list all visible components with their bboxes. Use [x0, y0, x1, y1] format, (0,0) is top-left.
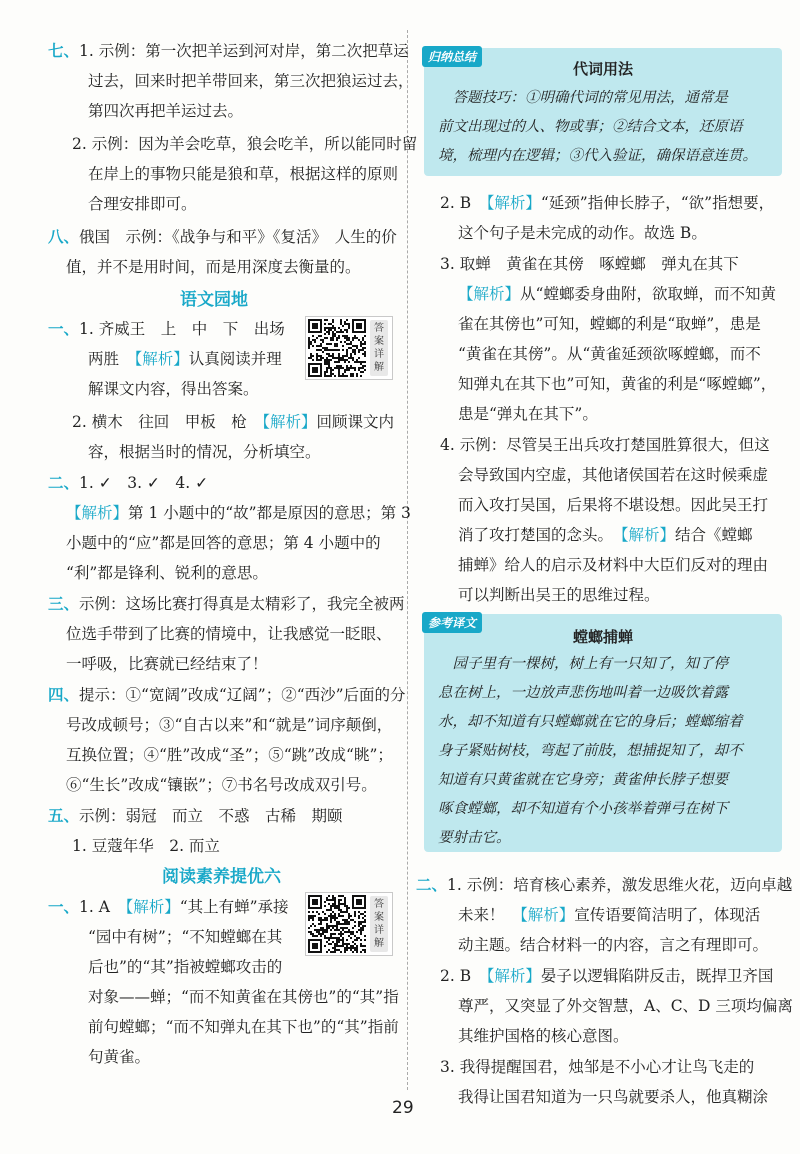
answer-text: “延颈”指伸长脖子，“欲”指想要， [540, 194, 775, 212]
analysis-tag: 【解析】 [486, 194, 541, 212]
answer-line [458, 222, 707, 244]
summary-line: 答题技巧：①明确代词的常见用法，通常是 [438, 90, 728, 106]
answer-text: 其维护国格的核心意图。 [458, 1027, 629, 1045]
answer-line [66, 774, 377, 796]
answer-line [72, 133, 417, 155]
analysis-tag: 【解析】 [134, 350, 189, 368]
answer-text: 1. A [79, 898, 126, 916]
answer-line [88, 956, 282, 978]
qr-code-icon [308, 895, 366, 953]
answer-line [458, 995, 793, 1017]
answer-text: 捕蝉》给人的启示及材料中大臣们反对的理由 [458, 556, 769, 574]
answer-text: 而入攻打吴国，后果将不堪设想。因此吴王打 [458, 496, 769, 514]
answer-line [88, 378, 259, 400]
answer-text: 消了攻打楚国的念头。 [458, 526, 621, 544]
answer-text: 2. 横木 往回 甲板 枪 [72, 413, 263, 431]
answer-line [48, 805, 343, 827]
answer-text: 对象——蝉；“而不知黄雀在其傍也”的“其”指 [88, 988, 399, 1006]
answer-line [66, 502, 411, 524]
answer-text: 小题中的“应”都是回答的意思；第 4 小题中的 [66, 534, 381, 552]
answer-text: 尊严，又突显了外交智慧，A、C、D 三项均偏离 [458, 997, 793, 1015]
answer-text: 在岸上的事物只能是狼和草，根据这样的原则 [88, 165, 399, 183]
answer-text: 1. 示例：第一次把羊运到河对岸，第二次把草运 [79, 42, 409, 60]
answer-line [458, 464, 768, 486]
answer-text: 1. 齐威王 上 中 下 出场 [79, 320, 285, 338]
answer-line [66, 532, 381, 554]
answer-line [72, 411, 394, 433]
translation-line: 啄食螳螂，却不知道有个小孩举着弹弓在树下 [438, 801, 728, 817]
answer-line [48, 318, 285, 340]
question-number: 三、 [48, 594, 80, 613]
answer-text: 示例：这场比赛打得真是太精彩了，我完全被两 [79, 595, 405, 613]
translation-box [424, 614, 782, 852]
answer-line [458, 283, 776, 305]
translation-line: 知道有只黄雀就在它身旁；黄雀伸长脖子想要 [438, 772, 728, 788]
qr-code-panel[interactable] [305, 892, 393, 956]
answer-text: 过去，回来时把羊带回来，第三次把狼运过去， [88, 72, 414, 90]
qr-label: 答案详解 [370, 896, 388, 952]
answer-text: 第 1 小题中的“故”都是原因的意思；第 3 [128, 504, 411, 522]
answer-line [48, 896, 289, 918]
answer-text: 合理安排即可。 [88, 195, 197, 213]
answer-text: “园中有树”；“不知螳螂在其 [88, 928, 283, 946]
answer-text: 互换位置；④“胜”改成“圣”；⑤“跳”改成“眺”； [66, 746, 393, 764]
answer-line [88, 163, 398, 185]
translation-line: 身子紧贴树枝，弯起了前肢，想捕捉知了，却不 [438, 743, 743, 759]
answer-text: 2. B [440, 967, 487, 985]
answer-line [416, 874, 792, 896]
answer-text: 3. 我得提醒国君，烛邹是不小心才让鸟飞走的 [440, 1058, 755, 1076]
answer-text: 第四次再把羊运过去。 [88, 102, 244, 120]
answer-text: 1. 豆蔻年华 2. 而立 [72, 837, 220, 855]
answer-line [88, 441, 321, 463]
answer-line [458, 494, 768, 516]
analysis-tag: 【解析】 [66, 504, 129, 522]
answer-line [66, 256, 361, 278]
answer-line [440, 253, 739, 275]
answer-text: 解课文内容，得出答案。 [88, 380, 259, 398]
question-number: 二、 [48, 473, 80, 492]
translation-line: 要射击它。 [438, 830, 511, 846]
translation-title: 螳螂捕蝉 [572, 628, 633, 646]
analysis-tag: 【解析】 [520, 906, 575, 924]
answer-text: 认真阅读并理 [188, 350, 282, 368]
answer-text: 4. 示例：尽管吴王出兵攻打楚国胜算很大，但这 [440, 436, 770, 454]
answer-text: “其上有蝉”承接 [179, 898, 289, 916]
answer-line [88, 986, 399, 1008]
answer-text: 3. 取蝉 黄雀在其傍 啄螳螂 弹丸在其下 [440, 255, 739, 273]
question-number: 二、 [416, 875, 448, 894]
answer-line [48, 472, 208, 494]
analysis-tag: 【解析】 [486, 967, 541, 985]
translation-line: 园子里有一棵树，树上有一只知了，知了停 [438, 656, 728, 672]
analysis-tag: 【解析】 [458, 285, 521, 303]
answer-line [88, 1016, 399, 1038]
summary-line: 境，梳理内在逻辑；③代入验证，确保语意连贯。 [438, 148, 757, 164]
answer-text: 这个句子是未完成的动作。故选 B。 [458, 224, 707, 242]
answer-text: ⑥“生长”改成“镶嵌”；⑦书名号改成双引号。 [66, 776, 377, 794]
translation-line: 息在树上，一边放声悲伤地叫着一边吸饮着露 [438, 685, 728, 701]
answer-text: 1. 示例：培育核心素养，激发思维火花，迈向卓越 [447, 876, 793, 894]
answer-line [88, 1046, 150, 1068]
answer-text: 号改成顿号；③“自古以来”和“就是”词序颠倒， [66, 716, 393, 734]
answer-text: 患是“弹丸在其下”。 [458, 405, 598, 423]
answer-line [88, 193, 197, 215]
summary-box [424, 48, 782, 176]
section-title: 语文园地 [180, 290, 248, 310]
answer-text: 宣传语要简洁明了，体现活 [574, 906, 761, 924]
answer-text: 结合《螳螂 [675, 526, 753, 544]
question-number: 七、 [48, 41, 80, 60]
answer-text: 晏子以逻辑陷阱反击，既捍卫齐国 [540, 967, 774, 985]
answer-text: 前句螳螂；“而不知弹丸在其下也”的“其”指前 [88, 1018, 399, 1036]
answer-line [66, 744, 393, 766]
summary-title: 代词用法 [572, 60, 633, 78]
answer-line [48, 684, 406, 706]
answer-text: “利”都是锋利、锐利的意思。 [66, 564, 268, 582]
question-number: 八、 [48, 227, 80, 246]
answer-line [88, 70, 414, 92]
translation-badge: 参考译文 [422, 612, 482, 633]
section-title: 阅读素养提优六 [162, 867, 281, 887]
answer-line [66, 562, 268, 584]
answer-line [88, 926, 282, 948]
answer-text: 示例：弱冠 而立 不惑 古稀 期颐 [79, 807, 343, 825]
answer-text: 值，并不是用时间，而是用深度去衡量的。 [66, 258, 361, 276]
question-number: 四、 [48, 685, 80, 704]
answer-line [458, 524, 753, 546]
answer-line [440, 1056, 754, 1078]
answer-text: 句黄雀。 [88, 1048, 151, 1066]
qr-label: 答案详解 [370, 320, 388, 376]
answer-text: 雀在其傍也”可知，螳螂的利是“取蝉”，患是 [458, 315, 761, 333]
question-number: 一、 [48, 897, 80, 916]
answer-line [66, 714, 392, 736]
answer-line [458, 554, 768, 576]
answer-line [458, 1025, 629, 1047]
answer-line [458, 403, 598, 425]
question-number: 五、 [48, 806, 80, 825]
qr-code-icon [308, 319, 366, 377]
answer-text: 1. ✓ 3. ✓ 4. ✓ [79, 474, 209, 492]
answer-text: 俄国 示例：《战争与和平》《复活》 人生的价 [79, 228, 397, 246]
answer-line [458, 373, 776, 395]
answer-line [48, 226, 397, 248]
answer-text: 位选手带到了比赛的情境中，让我感觉一眨眼、 [66, 625, 392, 643]
answer-text: 后也”的“其”指被螳螂攻击的 [88, 958, 283, 976]
answer-text: 我得让国君知道为一只鸟就要杀人，他真糊涂 [458, 1088, 769, 1106]
answer-text: 一呼吸，比赛就已经结束了！ [66, 655, 268, 673]
answer-line [458, 584, 660, 606]
answer-line [458, 343, 761, 365]
answer-line [66, 623, 392, 645]
column-divider [407, 30, 408, 1090]
answer-text: 2. 示例：因为羊会吃草，狼会吃羊，所以能同时留 [72, 135, 418, 153]
answer-text: 提示：①“宽阔”改成“辽阔”；②“西沙”后面的分 [79, 686, 406, 704]
answer-line [440, 192, 774, 214]
answer-text: 容，根据当时的情况，分析填空。 [88, 443, 321, 461]
answer-text: 动主题。结合材料一的内容，言之有理即可。 [458, 936, 769, 954]
answer-line [88, 348, 282, 370]
answer-line [458, 904, 760, 926]
answer-line [72, 835, 220, 857]
answer-line [458, 313, 761, 335]
translation-line: 水，却不知道有只螳螂就在它的身后；螳螂缩着 [438, 714, 743, 730]
answer-line [66, 653, 268, 675]
answer-text: 回顾课文内 [316, 413, 394, 431]
summary-line: 前文出现过的人、物或事；②结合文本，还原语 [438, 119, 743, 135]
answer-text: 2. B [440, 194, 487, 212]
answer-text: 从“螳螂委身曲附，欲取蝉，而不知黄 [520, 285, 776, 303]
analysis-tag: 【解析】 [620, 526, 676, 544]
answer-line [440, 965, 773, 987]
answer-text: 会导致国内空虚，其他诸侯国若在这时候乘虚 [458, 466, 769, 484]
answer-line [48, 593, 405, 615]
page-number: 29 [392, 1098, 414, 1118]
answer-line [440, 434, 770, 456]
answer-line [48, 40, 409, 62]
answer-line [458, 934, 768, 956]
answer-line [88, 100, 243, 122]
answer-text: 未来！ [458, 906, 521, 924]
analysis-tag: 【解析】 [125, 898, 180, 916]
answer-text: 两胜 [88, 350, 135, 368]
summary-badge: 归纳总结 [422, 46, 482, 67]
analysis-tag: 【解析】 [262, 413, 317, 431]
answer-text: 可以判断出吴王的思维过程。 [458, 586, 660, 604]
qr-code-panel[interactable] [305, 316, 393, 380]
answer-text: “黄雀在其傍”。从“黄雀延颈欲啄螳螂，而不 [458, 345, 761, 363]
answer-text: 知弹丸在其下也”可知，黄雀的利是“啄螳螂”， [458, 375, 777, 393]
answer-line [458, 1086, 768, 1108]
question-number: 一、 [48, 319, 80, 338]
